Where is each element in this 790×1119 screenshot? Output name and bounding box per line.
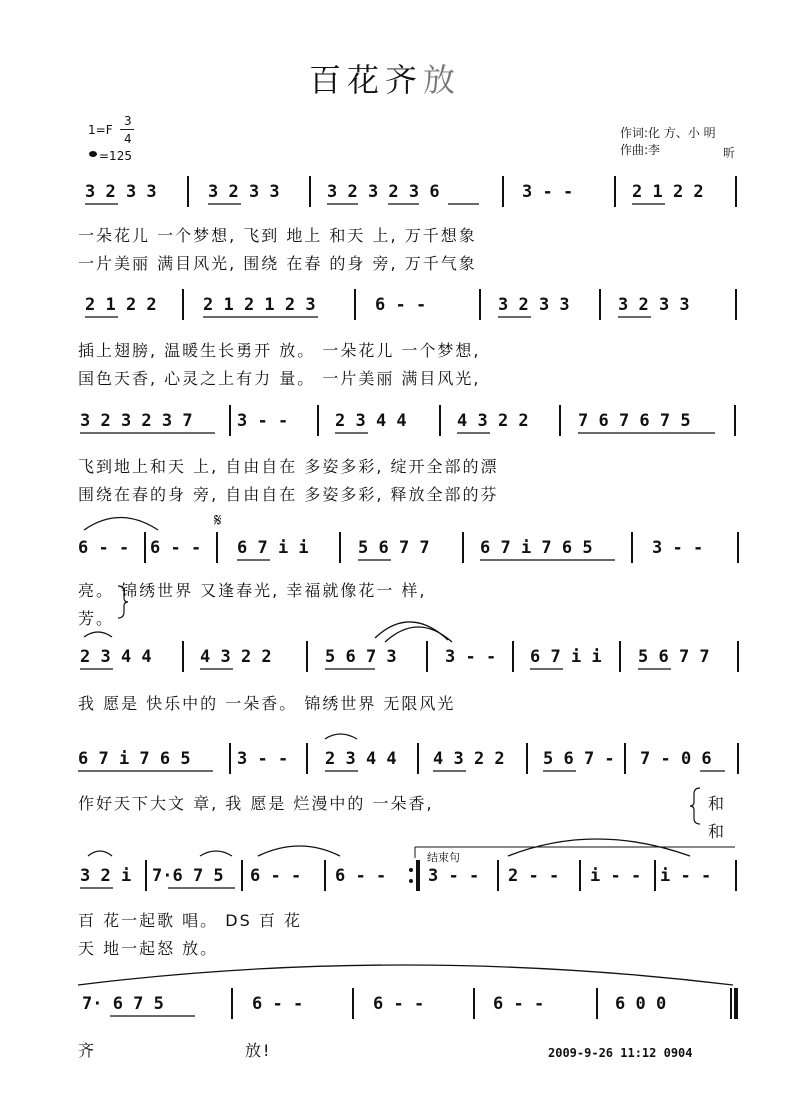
measure-notes: i - - (660, 866, 712, 886)
lyric-line: 亮。 锦绣世界 又逢春光, 幸福就像花一 样, (78, 581, 427, 600)
measure-notes: 7 - 0 6 (640, 749, 712, 769)
slurs (78, 518, 733, 986)
lyric-line: 一朵花儿 一个梦想, 飞到 地上 和天 上, 万千想象 (78, 226, 477, 245)
lyric-line: 飞到地上和天 上, 自由自在 多姿多彩, 绽开全部的漂 (78, 457, 499, 476)
lyric-line: 天 地一起怒 放。 (78, 939, 219, 958)
composer-name: 昕 (723, 146, 736, 160)
measure-notes: 4 3 2 2 (457, 411, 529, 431)
lyric-line: 芳。 (78, 609, 115, 628)
measure-notes: 2 - - (508, 866, 560, 886)
song-title-main: 百花齐 (308, 61, 423, 99)
ending-label: 结束句 (427, 851, 460, 864)
key-signature: 1=F (88, 123, 113, 137)
measure-notes: 4 3 2 2 (433, 749, 505, 769)
measure-notes: 2 3 4 4 (80, 647, 152, 667)
measure-notes: 2 1 2 1 2 3 (203, 295, 316, 315)
measure-notes: i - - (590, 866, 642, 886)
repeat-dots (409, 868, 413, 883)
underline-beams (78, 204, 725, 1016)
lyric-line: 我 愿是 快乐中的 一朵香。 锦绣世界 无限风光 (78, 694, 456, 713)
lyric-line: 百 花一起歌 唱。 DS 百 花 (78, 911, 302, 930)
measure-notes: 6 - - (250, 866, 302, 886)
measure-notes: 5 6 7 - (543, 749, 615, 769)
measure-notes: 3 2 3 2 3 7 (80, 411, 193, 431)
lyric-line: 围绕在春的身 旁, 自由自在 多姿多彩, 释放全部的芬 (78, 485, 499, 504)
measure-notes: 6 - - (335, 866, 387, 886)
measure-notes: 7·6 7 5 (152, 866, 224, 886)
lyric-line: 国色天香, 心灵之上有力 量。 一片美丽 满目风光, (78, 369, 481, 388)
measure-notes: 3 - - (652, 538, 704, 558)
lyric-line: 插上翅膀, 温暖生长勇开 放。 一朵花儿 一个梦想, (78, 341, 481, 360)
measure-notes: 2 1 2 2 (632, 182, 704, 202)
measure-notes: 3 2 3 3 (498, 295, 570, 315)
lyric-line: 作好天下大文 章, 我 愿是 烂漫中的 一朵香, (78, 794, 434, 813)
lyric-line: 齐 (78, 1041, 97, 1060)
measure-notes: 6 - - (78, 538, 130, 558)
measure-notes: 3 - - (522, 182, 574, 202)
measure-notes: 3 2 3 2 3 6 (327, 182, 440, 202)
measure-notes: 6 - - (493, 994, 545, 1014)
measure-notes: 6 7 i i (530, 647, 602, 667)
lyric-line: 和 (708, 794, 727, 813)
measure-notes: 5 6 7 7 (638, 647, 710, 667)
measure-notes: 4 3 2 2 (200, 647, 272, 667)
measure-notes: 6 7 i 7 6 5 (480, 538, 593, 558)
composer-credit: 作曲:李 (620, 143, 661, 157)
measure-notes: 6 - - (373, 994, 425, 1014)
lyric-line: 一片美丽 满目风光, 围绕 在春 的身 旁, 万千气象 (78, 254, 477, 273)
measure-notes: 3 - - (237, 411, 289, 431)
repeat-end-bar (418, 860, 736, 1019)
time-signature-bottom: 4 (124, 132, 132, 146)
lyricist-credit: 作词:化 方、小 明 (620, 126, 716, 140)
measure-notes: 6 7 i 7 6 5 (78, 749, 191, 769)
footer-timestamp: 2009-9-26 11:12 0904 (548, 1046, 693, 1060)
measure-notes: 5 6 7 3 (325, 647, 397, 667)
measure-notes: 3 2 3 3 (618, 295, 690, 315)
measure-notes: 7 6 7 6 7 5 (578, 411, 691, 431)
measure-notes: 6 0 0 (615, 994, 667, 1014)
measure-notes: 6 - - (252, 994, 304, 1014)
lyric-line: 和 (708, 822, 727, 841)
measure-notes: 2 3 4 4 (325, 749, 397, 769)
song-title-last-char: 放 (423, 61, 462, 99)
measure-notes: 3 - - (428, 866, 480, 886)
time-signature-top: 3 (124, 114, 132, 128)
measure-notes: 3 2 i (80, 866, 132, 886)
measure-notes: 3 - - (237, 749, 289, 769)
measure-notes: 3 - - (445, 647, 497, 667)
measure-notes: 7· 6 7 5 (82, 994, 164, 1014)
measure-notes: 5 6 7 7 (358, 538, 430, 558)
measure-notes: 3 2 3 3 (85, 182, 157, 202)
measure-notes: 3 2 3 3 (208, 182, 280, 202)
measure-notes: 6 - - (150, 538, 202, 558)
measure-notes: 6 7 i i (237, 538, 309, 558)
tempo: =125 (99, 149, 132, 163)
measure-notes: 6 - - (375, 295, 427, 315)
measure-notes: 2 3 4 4 (335, 411, 407, 431)
measure-notes: 2 1 2 2 (85, 295, 157, 315)
lyric-line: 放! (245, 1041, 272, 1060)
segno-sign: 𝄋 (214, 510, 222, 531)
